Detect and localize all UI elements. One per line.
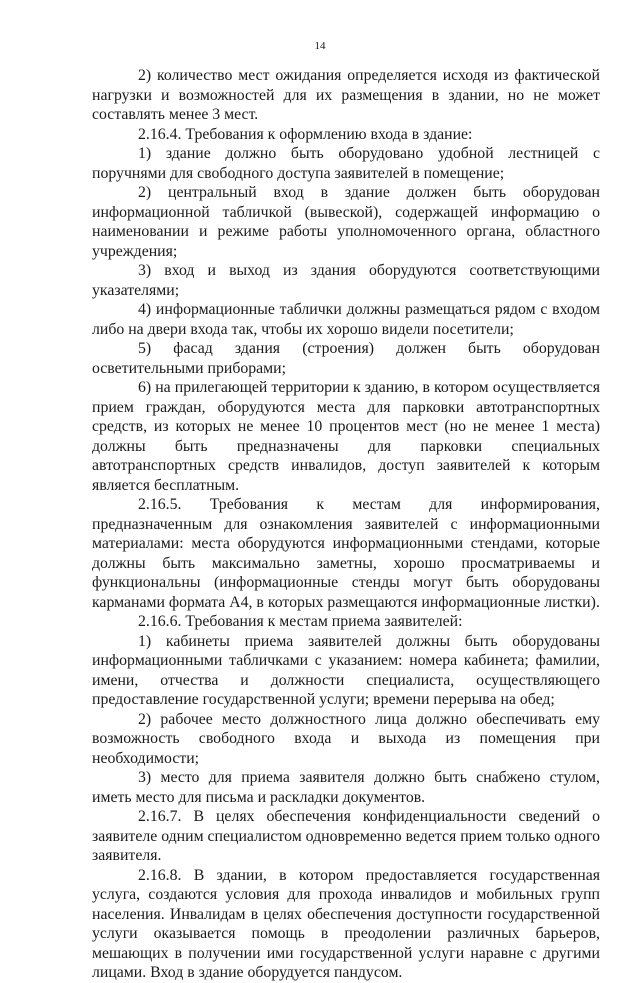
paragraph: 3) вход и выход из здания оборудуются соответствующими указателями; xyxy=(92,262,600,299)
paragraph: 6) на прилегающей территории к зданию, в котором осуществляется прием граждан, оборудуются места для парковки автотранспортных средств, из которых не менее 10 процентов мест (но не менее 1 места) должны быть предназначены для парковки специальных автотранспортных средств инвалидов, доступ заявителей к которым является бесплатным. xyxy=(92,379,600,494)
paragraph: 2.16.6. Требования к местам приема заявителей: xyxy=(138,613,463,630)
paragraph: 2.16.5. Требования к местам для информирования, предназначенным для ознакомления заявителей с информационными материалами: места оборудуются информационными стендами, которые должны быть максимально заметны, хорошо просматриваемы и функциональны (информационные стенды могут быть оборудованы карманами формата А4, в которых размещаются информационные листки). xyxy=(92,496,600,611)
document-body xyxy=(92,66,600,983)
paragraph: 2.16.8. В здании, в котором предоставляется государственная услуга, создаются условия для прохода инвалидов и мобильных групп населения. Инвалидам в целях обеспечения доступности государственной услуги оказывается помощь в преодолении различных барьеров, мешающих в получении ими государственной услуги наравне с другими лицами. Вход в здание оборудуется пандусом. xyxy=(92,866,600,981)
page-number: 14 xyxy=(314,40,326,52)
paragraph: 2) рабочее место должностного лица должно обеспечивать ему возможность свободного входа и выхода из помещения при необходимости; xyxy=(92,710,600,767)
paragraph: 3) место для приема заявителя должно быть снабжено стулом, иметь место для письма и раскладки документов. xyxy=(92,769,600,806)
paragraph: 2) количество мест ожидания определяется исходя из фактической нагрузки и возможностей для их размещения в здании, но не может составлять менее 3 мест. xyxy=(92,67,600,123)
paragraph: 2) центральный вход в здание должен быть оборудован информационной табличкой (вывеской), содержащей информацию о наименовании и режиме работы уполномоченного органа, областного учреждения; xyxy=(92,184,600,260)
paragraph: 2.16.4. Требования к оформлению входа в здание: xyxy=(138,125,473,143)
paragraph: 5) фасад здания (строения) должен быть оборудован осветительными приборами; xyxy=(92,340,600,377)
paragraph: 1) здание должно быть оборудовано удобной лестницей с поручнями для свободного доступа заявителей в помещение; xyxy=(92,145,600,182)
paragraph: 4) информационные таблички должны размещаться рядом с входом либо на двери входа так, чтобы их хорошо видели посетители; xyxy=(92,301,600,338)
paragraph: 1) кабинеты приема заявителей должны быть оборудованы информационными табличками с указанием: номера кабинета; фамилии, имени, отчества и должности специалиста, осуществляющего предоставление государственной услуги; времени перерыва на обед; xyxy=(92,632,600,708)
paragraph: 2.16.7. В целях обеспечения конфиденциальности сведений о заявителе одним специалистом одновременно ведется прием только одного заявителя. xyxy=(92,808,600,864)
